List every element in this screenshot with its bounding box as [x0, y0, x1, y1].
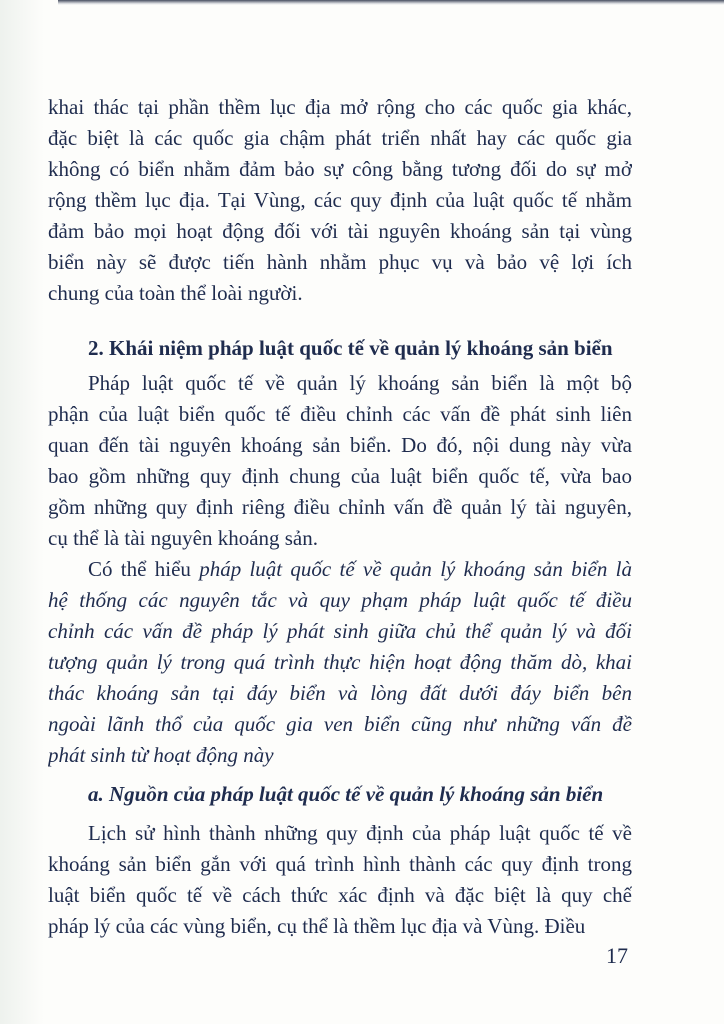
paragraph-definition-line-3: chỉnh các vấn đề pháp lý phát sinh giữa chủ thể quản lý và đối	[48, 619, 632, 643]
paragraph-definition	[48, 554, 632, 771]
paragraph-continuation	[48, 92, 632, 309]
paragraph-definition-lead-roman: Có thể hiểu	[88, 557, 200, 581]
paragraph-continuation-line-2: đặc biệt là các quốc gia chậm phát triển nhất hay các quốc gia	[48, 126, 632, 150]
scan-top-edge-artifact	[58, 0, 724, 5]
paragraph-definition-line-6: ngoài lãnh thổ của quốc gia ven biển cũng như những vấn đề	[48, 712, 632, 736]
paragraph-definition-line-1	[48, 554, 632, 585]
paragraph-definition-intro	[48, 368, 632, 554]
paragraph-history-line-4: pháp lý của các vùng biển, cụ thể là thềm lục địa và Vùng. Điều	[48, 914, 586, 938]
paragraph-history	[48, 818, 632, 942]
paragraph-continuation-line-7: chung của toàn thể loài người.	[48, 281, 303, 305]
paragraph-definition-intro-line-2: phận của luật biển quốc tế điều chỉnh các vấn đề phát sinh liên	[48, 402, 632, 426]
section-heading-line-1: 2. Khái niệm pháp luật quốc tế về quản lý khoáng sản biển	[88, 336, 613, 360]
paragraph-definition-intro-line-5: gồm những quy định riêng điều chỉnh vấn đề quản lý tài nguyên,	[48, 495, 632, 519]
paragraph-history-line-2: khoáng sản biển gắn với quá trình hình thành các quy định trong	[48, 852, 632, 876]
paragraph-definition-intro-line-1: Pháp luật quốc tế về quản lý khoáng sản biển là một bộ	[88, 371, 632, 395]
paragraph-definition-line-4: tượng quản lý trong quá trình thực hiện hoạt động thăm dò, khai	[48, 650, 632, 674]
section-heading	[48, 333, 632, 364]
paragraph-continuation-line-3: không có biển nhằm đảm bảo sự công bằng tương đối do sự mở	[48, 157, 632, 181]
paragraph-continuation-line-6: biển này sẽ được tiến hành nhằm phục vụ và bảo vệ lợi ích	[48, 250, 632, 274]
page-number: 17	[606, 943, 628, 968]
paragraph-continuation-line-1: khai thác tại phần thềm lục địa mở rộng cho các quốc gia khác,	[48, 95, 632, 119]
subsection-heading	[48, 779, 632, 810]
text-column	[48, 92, 632, 942]
paragraph-continuation-line-5: đảm bảo mọi hoạt động đối với tài nguyên khoáng sản tại vùng	[48, 219, 632, 243]
paragraph-definition-lead-italic: pháp luật quốc tế về quản lý khoáng sản biển là	[199, 557, 632, 581]
paragraph-definition-intro-line-6: cụ thể là tài nguyên khoáng sản.	[48, 526, 319, 550]
paragraph-history-line-1: Lịch sử hình thành những quy định của pháp luật quốc tế về	[88, 821, 632, 845]
paragraph-continuation-line-4: rộng thềm lục địa. Tại Vùng, các quy định của luật quốc tế nhằm	[48, 188, 632, 212]
paragraph-definition-line-2: hệ thống các nguyên tắc và quy phạm pháp luật quốc tế điều	[48, 588, 632, 612]
paragraph-history-line-3: luật biển quốc tế về cách thức xác định và đặc biệt là quy chế	[48, 883, 632, 907]
paragraph-definition-intro-line-3: quan đến tài nguyên khoáng sản biển. Do đó, nội dung này vừa	[48, 433, 632, 457]
paragraph-definition-intro-line-4: bao gồm những quy định chung của luật biển quốc tế, vừa bao	[48, 464, 632, 488]
subsection-heading-line-1: a. Nguồn của pháp luật quốc tế về quản lý khoáng sản biển	[88, 782, 604, 806]
paragraph-definition-line-7: phát sinh từ hoạt động này	[48, 743, 274, 767]
paragraph-definition-line-5: thác khoáng sản tại đáy biển và lòng đất dưới đáy biển bên	[48, 681, 632, 705]
scan-gutter-shading	[0, 0, 44, 1024]
